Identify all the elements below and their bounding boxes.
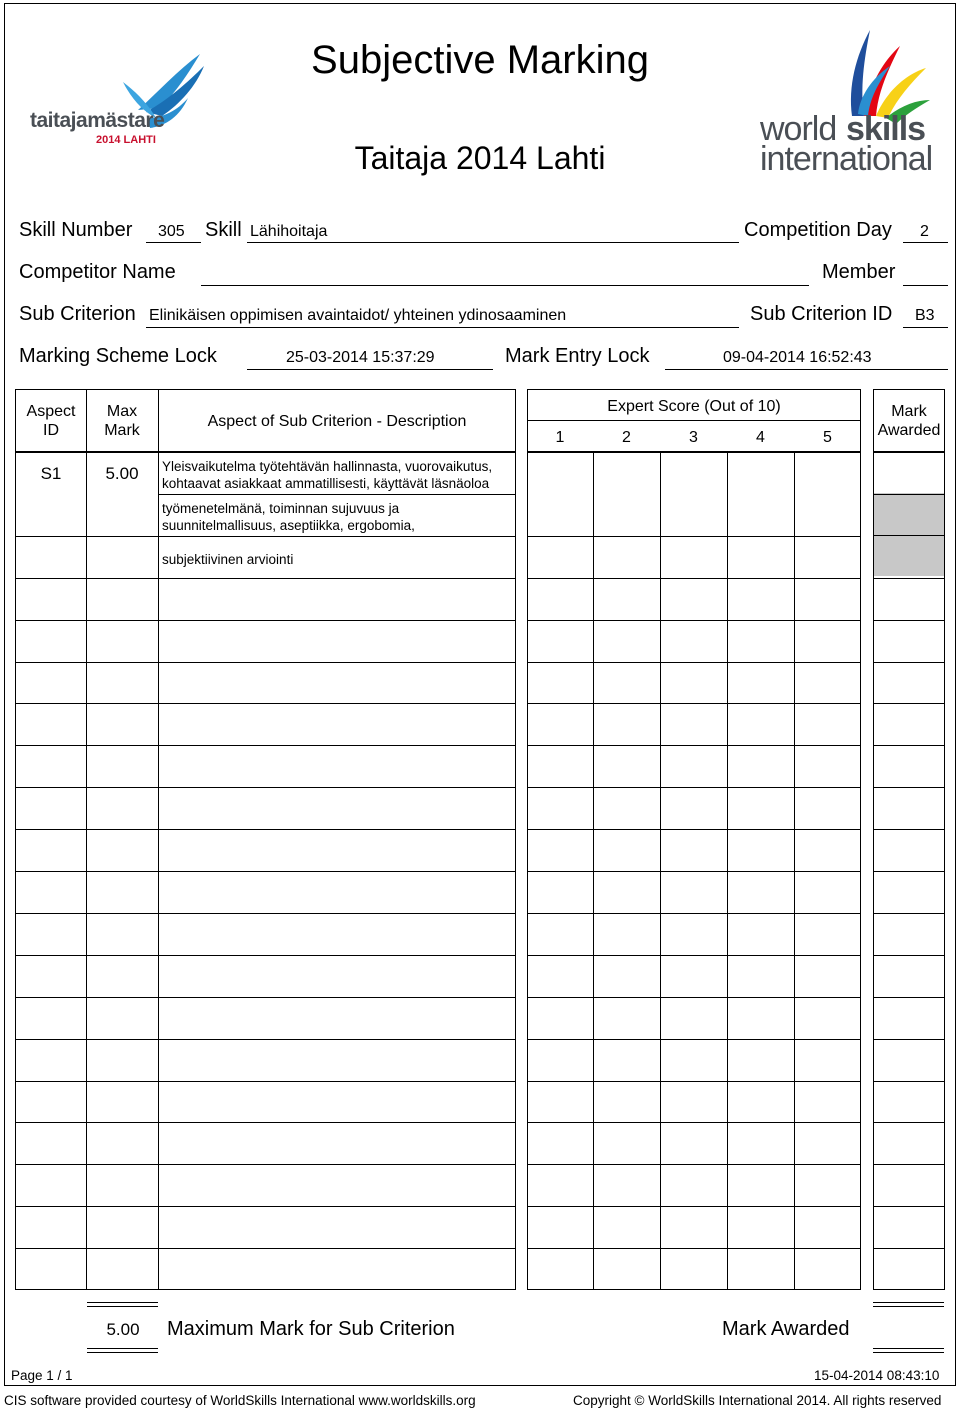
taitaja-logo-tagline: 2014 LAHTI: [96, 134, 156, 146]
score-col-5: 5: [823, 429, 832, 446]
aspect-id-header: Aspect ID: [26, 403, 76, 439]
mark-awarded-header: Mark Awarded: [877, 403, 941, 439]
max-mark-total: 5.00: [106, 1320, 140, 1339]
marking-scheme-lock-value: 25-03-2014 15:37:29: [286, 349, 435, 366]
worldskills-logo-line2: international: [760, 140, 933, 178]
skill-value: Lähihoitaja: [250, 223, 328, 240]
table-row-rule: [527, 913, 861, 914]
table-row-rule: [15, 913, 516, 914]
worldskills-logo-line1a: world: [760, 110, 837, 148]
table-row-rule: [15, 745, 516, 746]
marking-scheme-lock-label: Marking Scheme Lock: [19, 345, 217, 367]
sub-criterion-label: Sub Criterion: [19, 303, 136, 325]
table-row-rule: [15, 536, 516, 537]
member-label: Member: [822, 261, 896, 283]
table-row-rule: [15, 997, 516, 998]
table-row-rule: [527, 1164, 861, 1165]
mark-awarded-total-label: Mark Awarded: [722, 1318, 850, 1340]
expert-score-header: Expert Score (Out of 10): [607, 398, 781, 415]
table-row-rule: [873, 997, 945, 998]
table-row-rule: [873, 913, 945, 914]
table-row-rule: [15, 1206, 516, 1207]
table-row-rule: [527, 955, 861, 956]
skill-number-value: 305: [158, 223, 185, 240]
max-total-rule-top: [87, 1302, 158, 1307]
table-row-rule: [15, 955, 516, 956]
table-row-rule: [873, 1206, 945, 1207]
taitaja-logo-name: taitajamästare: [30, 109, 165, 132]
skill-label: Skill: [205, 219, 242, 241]
competitor-name-label: Competitor Name: [19, 261, 176, 283]
awarded-total-rule-bottom: [873, 1348, 944, 1353]
table-row-rule: [873, 620, 945, 621]
table-row-rule: [873, 871, 945, 872]
table-row-rule: [527, 578, 861, 579]
row-1-description: Yleisvaikutelma työtehtävän hallinnasta, vuorovaikutus, kohtaavat asiakkaat ammatillisesti, käyttävät läsnäoloa: [162, 459, 493, 491]
sub-criterion-id-label: Sub Criterion ID: [750, 303, 893, 325]
table-row-rule: [15, 871, 516, 872]
row-1-max-mark: 5.00: [105, 464, 139, 483]
table-row-rule: [873, 1081, 945, 1082]
table-row-rule: [158, 494, 516, 495]
skill-number-label: Skill Number: [19, 219, 133, 241]
table-row-rule: [873, 578, 945, 579]
table-row-rule: [15, 1164, 516, 1165]
table-row-rule: [527, 787, 861, 788]
table-row-rule: [15, 1248, 516, 1249]
table-row-rule: [15, 787, 516, 788]
table-row-rule: [527, 1206, 861, 1207]
sub-criterion-value: Elinikäisen oppimisen avaintaidot/ yhteinen ydinosaaminen: [149, 307, 567, 324]
page-title: Subjective Marking: [311, 38, 649, 82]
table-row-rule: [873, 1039, 945, 1040]
table-row-rule: [527, 829, 861, 830]
description-header: Aspect of Sub Criterion - Description: [207, 413, 467, 430]
table-row-rule: [527, 703, 861, 704]
table-row-rule: [15, 620, 516, 621]
table-row-rule: [873, 1248, 945, 1249]
table-row-rule: [527, 1081, 861, 1082]
table-row-rule: [527, 662, 861, 663]
score-col-2: 2: [622, 429, 631, 446]
row-3-description: subjektiivinen arviointi: [162, 552, 294, 567]
table-row-rule: [15, 1039, 516, 1040]
competition-day-label: Competition Day: [744, 219, 892, 241]
awarded-total-rule-top: [873, 1302, 944, 1307]
max-mark-total-label: Maximum Mark for Sub Criterion: [167, 1318, 455, 1340]
table-row-rule: [15, 578, 516, 579]
row-2-description: työmenetelmänä, toiminnan sujuvuus ja suunnitelmallisuus, aseptiikka, ergobomia,: [162, 501, 415, 533]
print-timestamp: 15-04-2014 08:43:10: [814, 1368, 940, 1383]
software-credit: CIS software provided courtesy of WorldSkills International www.worldskills.org: [4, 1393, 476, 1408]
table-row-rule: [527, 997, 861, 998]
table-row-rule: [873, 1164, 945, 1165]
table-row-rule: [15, 662, 516, 663]
copyright: Copyright © WorldSkills International 2014. All rights reserved: [573, 1393, 942, 1408]
row-1-aspect-id: S1: [40, 464, 62, 483]
score-col-3: 3: [689, 429, 698, 446]
table-row-rule: [15, 1081, 516, 1082]
table-row-rule: [873, 1122, 945, 1123]
page-number: Page 1 / 1: [11, 1368, 73, 1383]
mark-entry-lock-label: Mark Entry Lock: [505, 345, 650, 367]
score-col-4: 4: [756, 429, 765, 446]
table-row-rule: [527, 745, 861, 746]
table-row-rule: [527, 536, 861, 537]
table-row-rule: [873, 745, 945, 746]
table-row-rule: [15, 703, 516, 704]
worldskills-logo-line1b: skills: [846, 110, 926, 148]
table-row-rule: [873, 703, 945, 704]
table-row-rule: [527, 1122, 861, 1123]
table-row-rule: [527, 1039, 861, 1040]
max-mark-header: Max Mark: [104, 403, 140, 439]
table-row-rule: [15, 1122, 516, 1123]
mark-entry-lock-value: 09-04-2014 16:52:43: [723, 349, 872, 366]
page-subtitle: Taitaja 2014 Lahti: [354, 140, 606, 176]
table-row-rule: [873, 494, 945, 495]
table-row-rule: [873, 787, 945, 788]
table-row-rule: [873, 829, 945, 830]
table-row-rule: [527, 1248, 861, 1249]
table-row-rule: [15, 829, 516, 830]
sub-criterion-id-value: B3: [915, 307, 935, 324]
score-col-1: 1: [555, 429, 565, 446]
max-total-rule-bottom: [87, 1348, 158, 1353]
table-row-rule: [873, 662, 945, 663]
table-row-rule: [527, 620, 861, 621]
table-row-rule: [527, 871, 861, 872]
competition-day-value: 2: [920, 223, 929, 240]
table-row-rule: [873, 955, 945, 956]
